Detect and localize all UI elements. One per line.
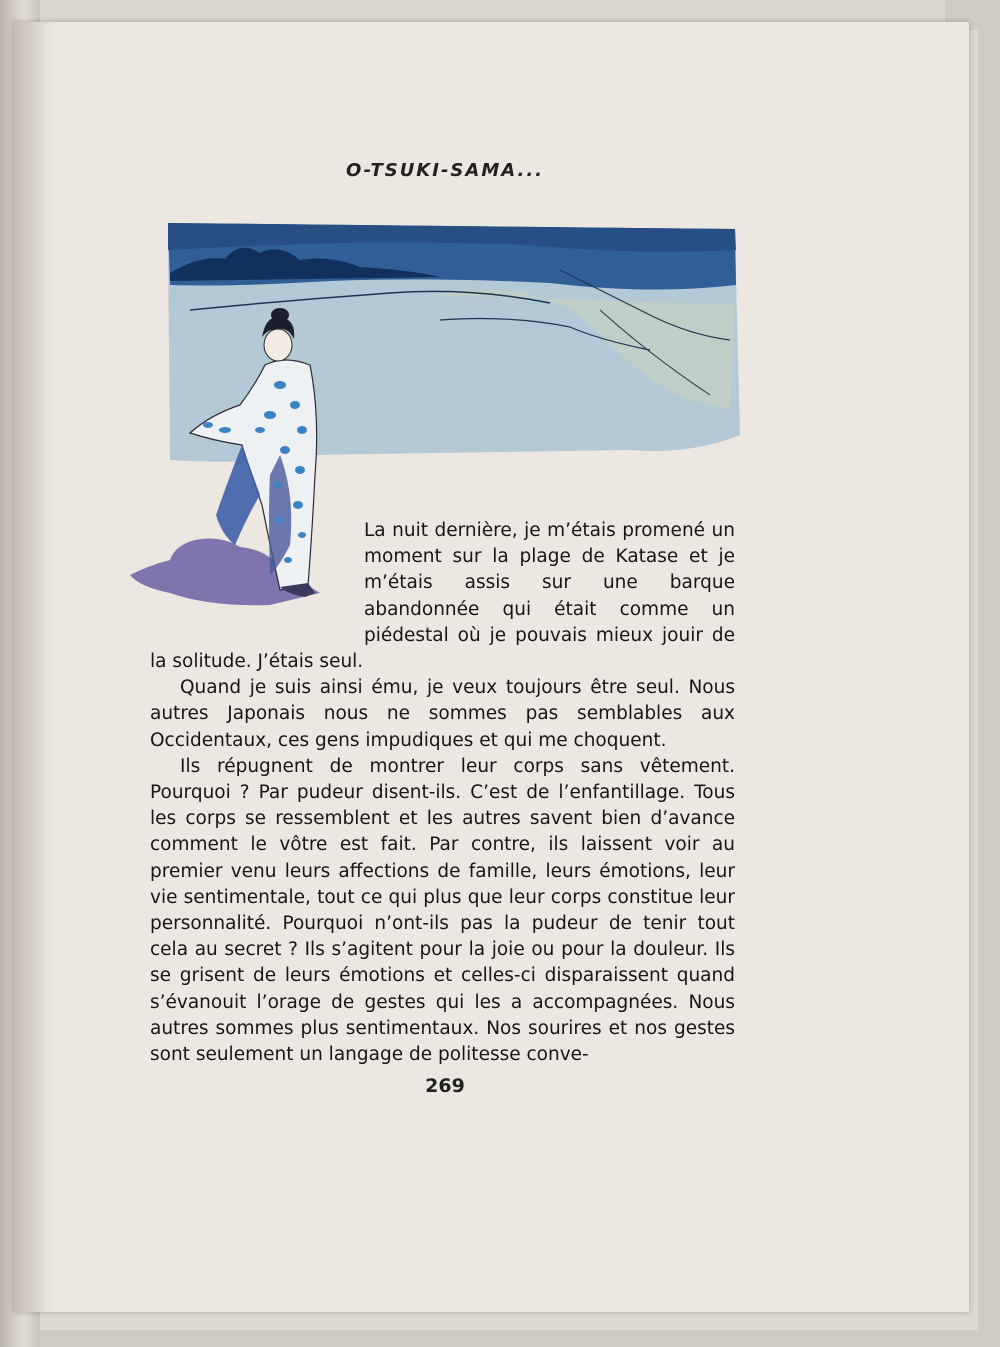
page-number: 269 (425, 1075, 465, 1097)
paragraph: Ils répugnent de montrer leur corps sans vêtement. Pourquoi ? Par pudeur disent-ils. C’est de l’enfantillage. Tous les corps se ressemblent et les autres savent bien d’avance comment le vôtre est fait. Par contre, ils laissent voir au premier venu leurs affections de famille, leurs émotions, leur vie sentimentale, tout ce qui plus que leur corps constitue leur personnalité. Pourquoi n’ont-ils pas la pudeur de tenir tout cela au secret ? Ils s’agitent pour la joie ou pour la douleur. Ils se grisent de leurs émotions et celles-ci disparaissent quand s’évanouit l’orage de gestes qui les a accompagnées. Nous autres sommes plus sentimentaux. Nos sourires et nos gestes sont seulement un langage de politesse conve- (150, 755, 735, 1066)
paragraph-text: La nuit dernière, je m’étais promené un moment sur la plage de Katase et je m’étais assis sur une barque abandonnée qui était comme un piédestal où je pouvais mieux jouir de la solitude. J’étais seul. (150, 520, 735, 673)
body-text (150, 518, 735, 1068)
paragraph: Quand je suis ainsi ému, je veux toujours être seul. Nous autres Japonais nous ne sommes pas semblables aux Occidentaux, ces gens impudiques et qui me choquent. (150, 677, 735, 751)
running-head: O-TSUKI-SAMA... (345, 160, 545, 181)
paragraph (150, 518, 735, 675)
illustration-wrap-space (150, 518, 364, 623)
